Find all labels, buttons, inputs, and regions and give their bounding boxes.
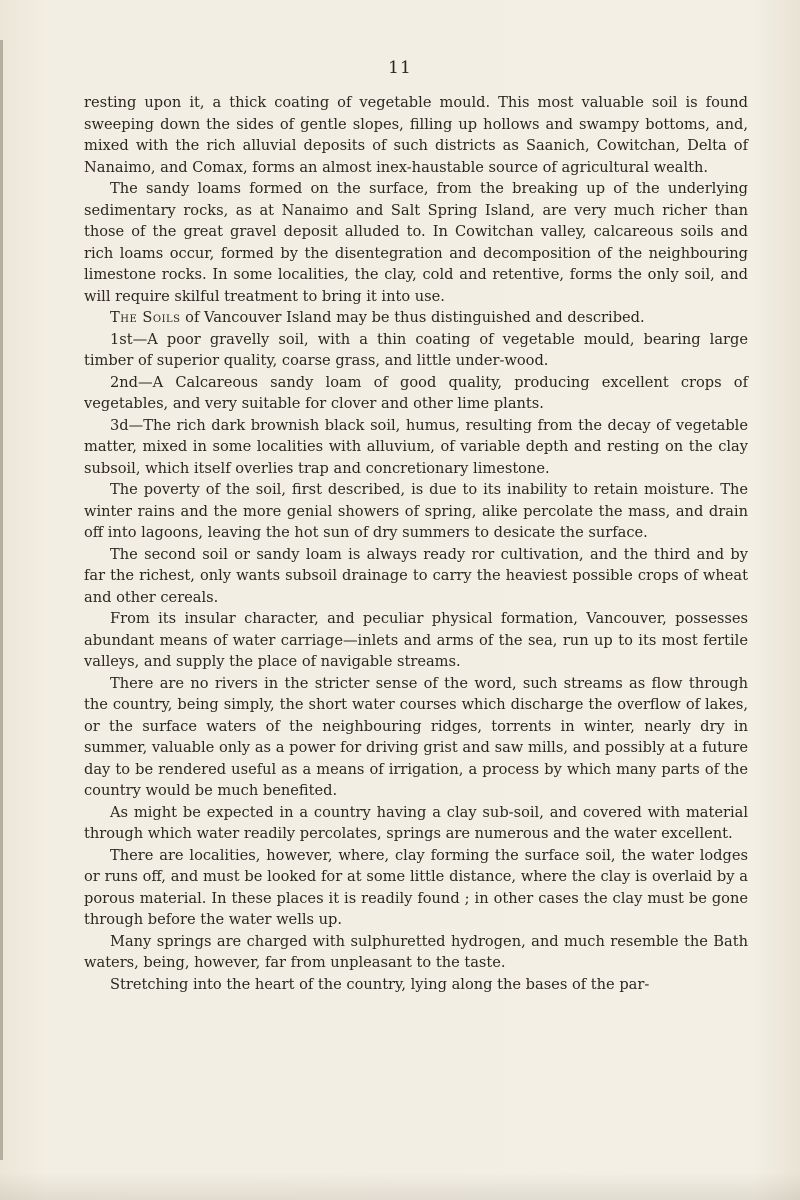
soils-heading: The Soils <box>110 309 181 326</box>
paragraph-clay-localities: There are localities, however, where, clay forming the surface soil, the water lodges or runs off, and must be looked for at some little distance, where the clay is overlaid by a porous material. In these places it is readily found ; in other cases the clay must be gone through before the water wells up. <box>84 846 748 928</box>
page-bottom-shadow <box>0 1172 800 1200</box>
page-number: 11 <box>388 58 412 78</box>
paragraph-rivers: There are no rivers in the stricter sense of the word, such streams as flow through the country, being simply, the short water courses which discharge the overflow of lakes, or the surface waters of the neighbouring ridges, torrents in winter, nearly dry in summer, valuable only as a power for driving grist and saw mills, and possibly at a future day to be rendered useful as a means of irrigation, a process by which many parts of the country would be much benefited. <box>84 674 748 799</box>
binding-edge <box>0 40 3 1160</box>
paragraph-sandy-loams: The sandy loams formed on the surface, from the breaking up of the underlying sedimentary rocks, as at Nanaimo and Salt Spring Island, are very much richer than those of the great gravel deposit alluded to. In Cowitchan valley, calcareous soils and rich loams occur, formed by the disentegration and decomposition of the neighbouring limestone rocks. In some localities, the clay, cold and retentive, forms the only soil, and will require skilful treatment to bring it into use. <box>84 180 748 305</box>
paragraph-first-soil: 1st—A poor gravelly soil, with a thin coating of vegetable mould, bearing large timber of superior quality, coarse grass, and little under-wood. <box>84 330 748 369</box>
paragraph-second-and-third-soil: The second soil or sandy loam is always ready ror cultivation, and the third and by far the richest, only wants subsoil drainage to carry the heaviest possible crops of wheat and other cereals. <box>84 545 748 606</box>
paragraph-soil-poverty: The poverty of the soil, first described, is due to its inability to retain moisture. The winter rains and the more genial showers of spring, alike percolate the mass, and drain off into lagoons, leaving the hot sun of dry summers to desicate the surface. <box>84 481 748 541</box>
paragraph-water-carriage: From its insular character, and peculiar physical formation, Vancouver, possesses abundant means of water carriage—inlets and arms of the sea, run up to its most fertile valleys, and supply the place of navigable streams. <box>84 610 748 670</box>
paragraph-second-soil: 2nd—A Calcareous sandy loam of good quality, producing excellent crops of vegetables, and very suitable for clover and other lime plants. <box>84 373 748 412</box>
paragraph-springs: As might be expected in a country having a clay sub-soil, and covered with material through which water readily percolates, springs are numerous and the water excellent. <box>84 803 748 842</box>
soils-intro-text: of Vancouver Island may be thus distinguished and described. <box>180 309 645 326</box>
paragraph-sulphur-springs: Many springs are charged with sulphuretted hydrogen, and much resemble the Bath waters, being, however, far from unpleasant to the taste. <box>84 932 748 971</box>
paragraph-continued-vegetable-mould: resting upon it, a thick coating of vegetable mould. This most valuable soil is found sweeping down the sides of gentle slopes, filling up hollows and swampy bottoms, and, mixed with the rich alluvial deposits of such districts as Saanich, Cowitchan, Delta of Nanaimo, and Comax, forms an almost inex-haustable source of agricultural wealth. <box>84 94 748 176</box>
paragraph-third-soil: 3d—The rich dark brownish black soil, humus, resulting from the decay of vegetable matter, mixed in some localities with alluvium, of variable depth and resting on the clay subsoil, which itself overlies trap and concretionary limestone. <box>84 416 748 477</box>
paragraph-soils-intro <box>84 307 748 329</box>
paragraph-stretching: Stretching into the heart of the country, lying along the bases of the par- <box>110 975 650 993</box>
body-text <box>84 92 748 995</box>
